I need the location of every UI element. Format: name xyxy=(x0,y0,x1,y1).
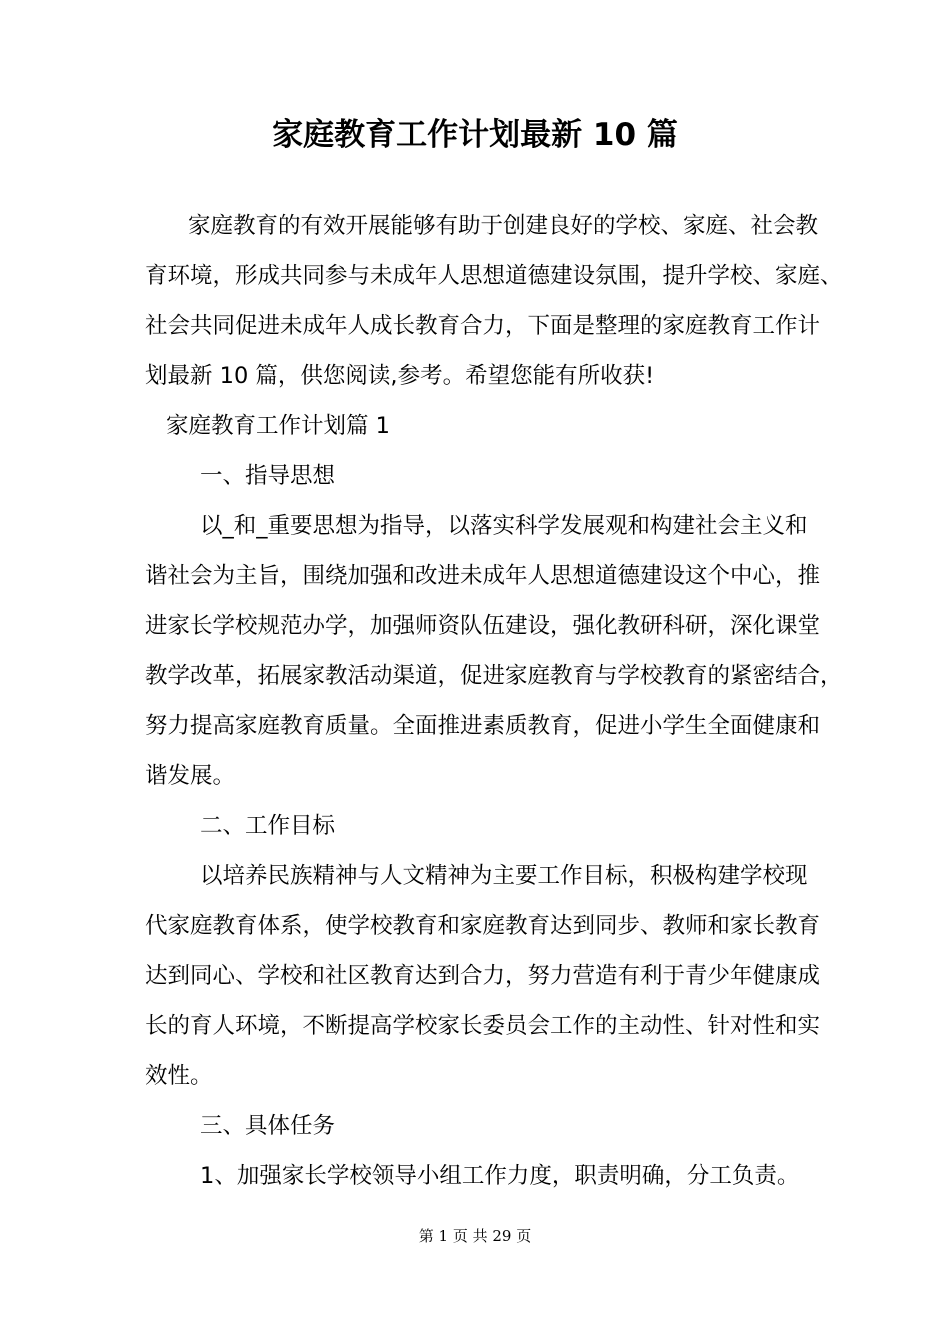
paragraph-line: 努力提高家庭教育质量。全面推进素质教育，促进小学生全面健康和 xyxy=(145,713,821,739)
paragraph-line: 谐社会为主旨，围绕加强和改进未成年人思想道德建设这个中心，推 xyxy=(145,563,821,589)
paragraph-line: 长的育人环境，不断提高学校家长委员会工作的主动性、针对性和实 xyxy=(145,1013,821,1039)
paragraph-line: 育环境，形成共同参与未成年人思想道德建设氛围，提升学校、家庭、 xyxy=(145,263,843,289)
paragraph-line: 划最新 10 篇，供您阅读,参考。希望您能有所收获! xyxy=(145,363,655,389)
subsection-heading: 三、具体任务 xyxy=(200,1113,336,1139)
paragraph-line: 进家长学校规范办学，加强师资队伍建设，强化教研科研，深化课堂 xyxy=(145,613,821,639)
paragraph-line: 效性。 xyxy=(145,1063,213,1089)
paragraph-line: 以_和_重要思想为指导，以落实科学发展观和构建社会主义和 xyxy=(200,513,808,539)
paragraph-line: 家庭教育的有效开展能够有助于创建良好的学校、家庭、社会教 xyxy=(188,213,819,239)
paragraph-line: 教学改革，拓展家教活动渠道，促进家庭教育与学校教育的紧密结合， xyxy=(145,663,843,689)
subsection-heading: 一、指导思想 xyxy=(200,463,336,489)
paragraph-line: 达到同心、学校和社区教育达到合力，努力营造有利于青少年健康成 xyxy=(145,963,821,989)
paragraph-line: 1、加强家长学校领导小组工作力度，职责明确，分工负责。 xyxy=(200,1163,800,1189)
document-title: 家庭教育工作计划最新 10 篇 xyxy=(272,117,678,153)
paragraph-line: 社会共同促进未成年人成长教育合力，下面是整理的家庭教育工作计 xyxy=(145,313,821,339)
paragraph-line: 谐发展。 xyxy=(145,763,236,789)
paragraph-line: 代家庭教育体系，使学校教育和家庭教育达到同步、教师和家长教育 xyxy=(145,913,821,939)
paragraph-line: 以培养民族精神与人文精神为主要工作目标，积极构建学校现 xyxy=(200,863,808,889)
page-footer: 第 1 页 共 29 页 xyxy=(418,1227,532,1245)
subsection-heading: 二、工作目标 xyxy=(200,813,336,839)
section-heading: 家庭教育工作计划篇 1 xyxy=(166,413,390,439)
